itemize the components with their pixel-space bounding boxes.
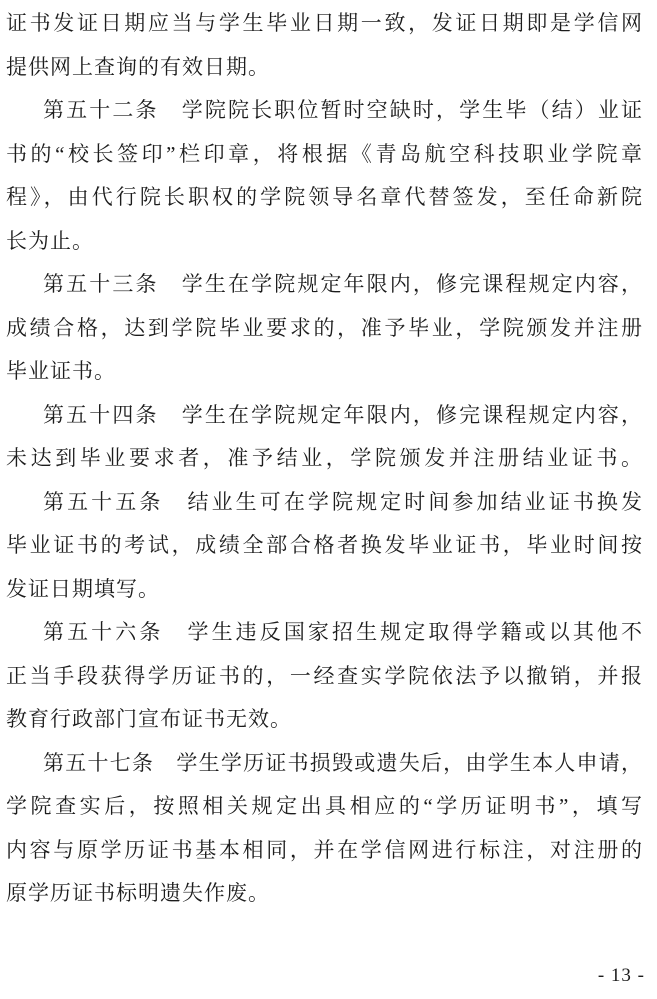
- text-line: 毕业证书。: [6, 359, 116, 383]
- text-line: 成绩合格，达到学院毕业要求的，准予毕业，学院颁发并注册: [6, 315, 643, 340]
- text-line: 教育行政部门宣布证书无效。: [6, 707, 292, 731]
- text-line: 长为止。: [6, 228, 94, 253]
- paragraph: [6, 481, 643, 612]
- text-line: 第五十四条 学生在学院规定年限内，修完课程规定内容，: [43, 402, 643, 427]
- paragraph: [6, 611, 643, 742]
- text-line: 提供网上查询的有效日期。: [6, 54, 270, 79]
- text-line: 第五十二条 学院院长职位暂时空缺时，学生毕（结）业证: [43, 98, 643, 122]
- text-line: 第五十五条 结业生可在学院规定时间参加结业证书换发: [43, 489, 643, 514]
- text-line: 毕业证书的考试，成绩全部合格者换发毕业证书，毕业时间按: [6, 533, 643, 557]
- text-line: 原学历证书标明遗失作废。: [6, 881, 270, 905]
- paragraph: [6, 263, 643, 394]
- text-line: 第五十三条 学生在学院规定年限内，修完课程规定内容，: [43, 272, 643, 296]
- text-line: 内容与原学历证书基本相同，并在学信网进行标注，对注册的: [6, 837, 643, 862]
- text-line: 书的“校长签印”栏印章，将根据《青岛航空科技职业学院章: [6, 141, 643, 166]
- text-line: 程》，由代行院长职权的学院领导名章代替签发，至任命新院: [6, 185, 643, 209]
- text-line: 发证日期填写。: [6, 576, 160, 601]
- text-line: 证书发证日期应当与学生毕业日期一致，发证日期即是学信网: [6, 11, 643, 35]
- page-number: - 13 -: [597, 965, 645, 986]
- text-line: 未达到毕业要求者，准予结业，学院颁发并注册结业证书。: [6, 446, 643, 470]
- paragraph: [6, 394, 643, 481]
- paragraph: [6, 89, 643, 263]
- text-line: 学院查实后，按照相关规定出具相应的“学历证明书”，填写: [6, 794, 643, 818]
- text-line: 第五十六条 学生违反国家招生规定取得学籍或以其他不: [43, 620, 643, 644]
- text-line: 第五十七条 学生学历证书损毁或遗失后，由学生本人申请，: [43, 750, 643, 775]
- paragraph: [6, 2, 643, 89]
- text-line: 正当手段获得学历证书的，一经查实学院依法予以撤销，并报: [6, 663, 643, 688]
- paragraph: [6, 742, 643, 916]
